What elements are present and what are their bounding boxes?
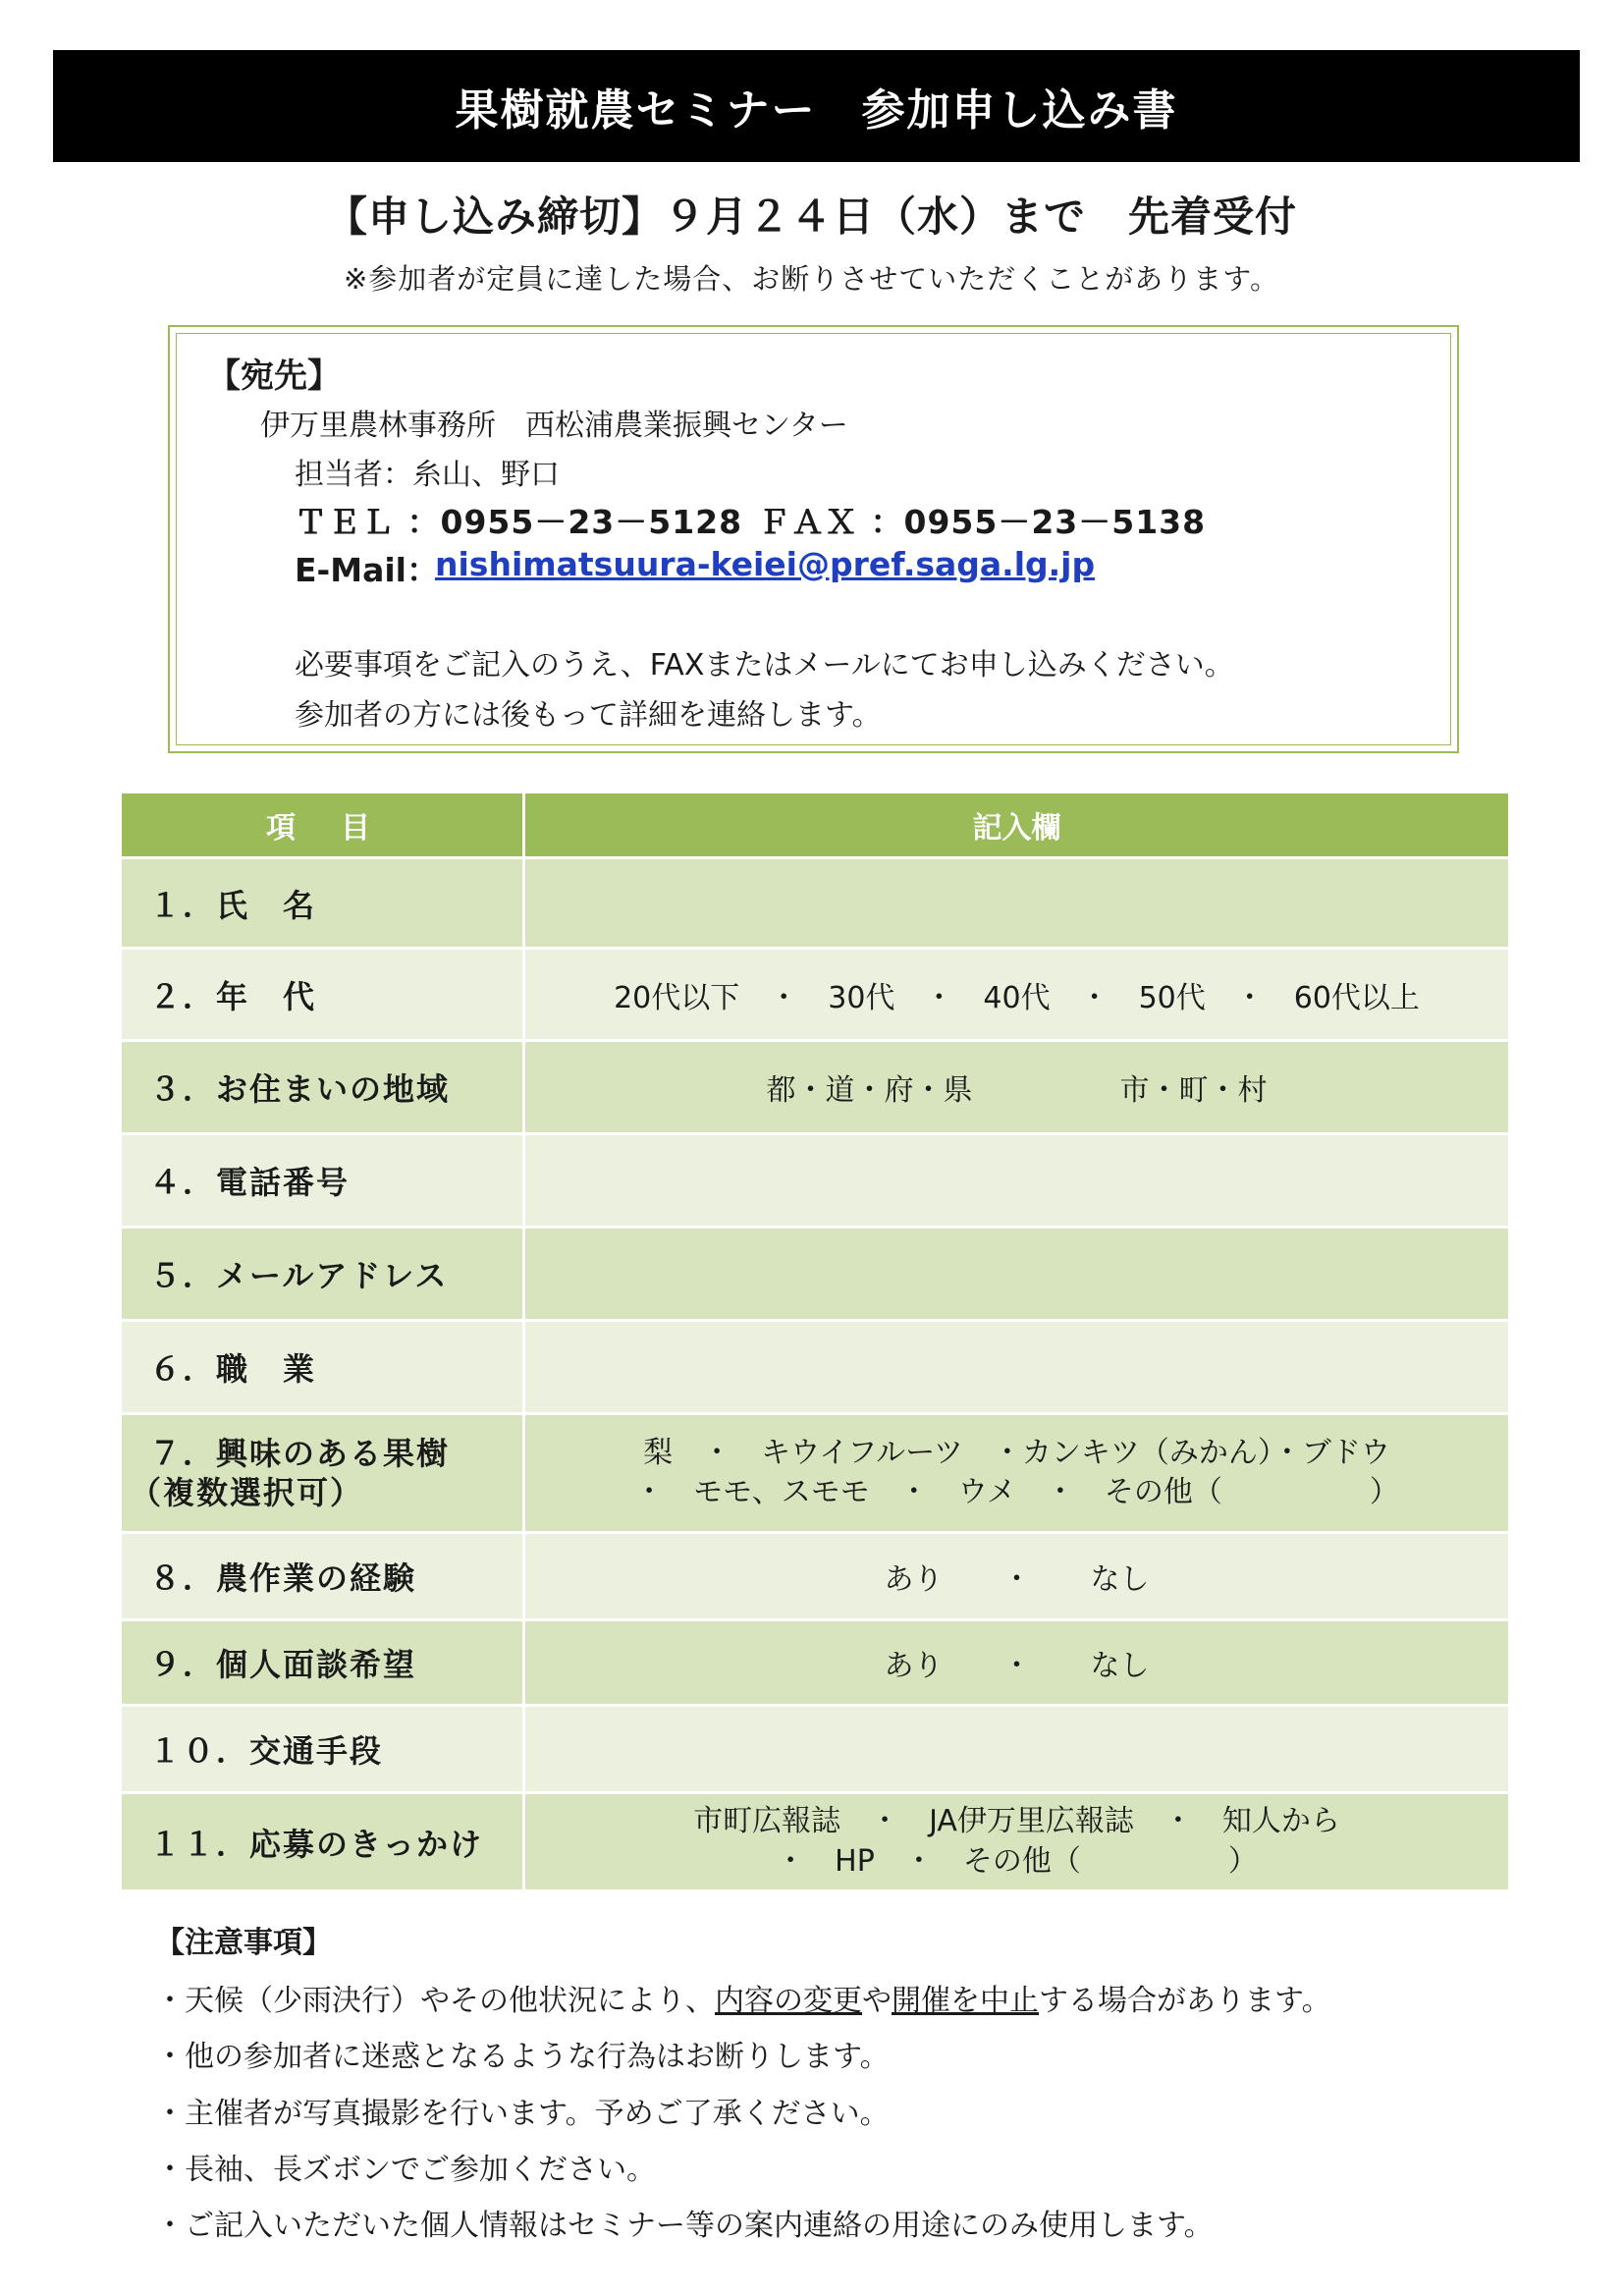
table-header-row bbox=[122, 793, 1508, 856]
address-message-1: 必要事項をご記入のうえ、FAXまたはメールにてお申し込みください。 bbox=[295, 648, 1234, 683]
note-3: ・主催者が写真撮影を行います。予めご了承ください。 bbox=[155, 2097, 890, 2131]
address-person: 担当者：糸山、野口 bbox=[295, 458, 560, 492]
table-row-occupation bbox=[122, 1319, 1508, 1412]
occupation-field[interactable] bbox=[525, 1322, 1508, 1412]
header-entry: 記入欄 bbox=[972, 811, 1061, 846]
deadline-text: 【申し込み締切】９月２４日（水）まで 先着受付 bbox=[325, 192, 1297, 241]
email-field[interactable] bbox=[525, 1229, 1508, 1319]
age-options[interactable]: 20代以下 ・ 30代 ・ 40代 ・ 50代 ・ 60代以上 bbox=[614, 980, 1420, 1015]
transport-field[interactable] bbox=[525, 1707, 1508, 1791]
address-heading: 【宛先】 bbox=[207, 356, 341, 396]
address-tel: ＴＥＬ ：0955－23－5128 bbox=[295, 503, 743, 541]
header-item: 項 目 bbox=[122, 793, 525, 856]
row-label: ９．個人面談希望 bbox=[122, 1621, 525, 1704]
source-options[interactable] bbox=[525, 1794, 1508, 1889]
region-field[interactable]: 都・道・府・県 市・町・村 bbox=[766, 1073, 1268, 1108]
note-5: ・ご記入いただいた個人情報はセミナー等の案内連絡の用途にのみ使用します。 bbox=[155, 2209, 1214, 2243]
note-4: ・長袖、長ズボンでご参加ください。 bbox=[155, 2153, 656, 2187]
page-title: 果樹就農セミナー 参加申し込み書 bbox=[53, 50, 1580, 162]
table-row-region bbox=[122, 1039, 1508, 1132]
deadline-note: ※参加者が定員に達した場合、お断りさせていただくことがあります。 bbox=[344, 262, 1279, 296]
table-row-age bbox=[122, 947, 1508, 1039]
table-row-experience bbox=[122, 1531, 1508, 1618]
address-mail-link[interactable]: nishimatsuura-keiei@pref.saga.lg.jp bbox=[435, 545, 1096, 583]
fruit-options-line1: 梨 ・ キウイフルーツ ・カンキツ（みかん）・ブドウ bbox=[643, 1435, 1390, 1470]
table-row-name bbox=[122, 856, 1508, 947]
row-label: ８．農作業の経験 bbox=[122, 1534, 525, 1618]
phone-field[interactable] bbox=[525, 1135, 1508, 1226]
row-label: ４．電話番号 bbox=[122, 1135, 525, 1226]
table-row-phone bbox=[122, 1132, 1508, 1226]
entry-form-table bbox=[122, 793, 1508, 1889]
fruit-options-line2: ・ モモ、スモモ ・ ウメ ・ その他（ ） bbox=[634, 1475, 1399, 1509]
table-row-source bbox=[122, 1791, 1508, 1889]
experience-options[interactable]: あり ・ なし bbox=[884, 1562, 1150, 1597]
row-label-line1: ７．興味のある果樹 bbox=[149, 1435, 451, 1472]
fruit-options[interactable] bbox=[525, 1415, 1508, 1531]
row-label: ５．メールアドレス bbox=[122, 1229, 525, 1319]
address-fax: ＦＡＸ ：0955－23－5138 bbox=[758, 503, 1207, 541]
row-label-line2: （複数選択可） bbox=[130, 1474, 364, 1511]
table-row-interview bbox=[122, 1618, 1508, 1704]
interview-options[interactable]: あり ・ なし bbox=[884, 1649, 1150, 1683]
row-label: １．氏 名 bbox=[122, 859, 525, 947]
address-mail-label: E-Mail： bbox=[295, 551, 439, 589]
note-1: ・天候（少雨決行）やその他状況により、内容の変更や開催を中止する場合があります。 bbox=[155, 1984, 1331, 2018]
address-message-2: 参加者の方には後もって詳細を連絡します。 bbox=[295, 698, 882, 733]
note-2: ・他の参加者に迷惑となるような行為はお断りします。 bbox=[155, 2040, 890, 2074]
table-row-email bbox=[122, 1226, 1508, 1319]
table-row-transport bbox=[122, 1704, 1508, 1791]
notes-heading: 【注意事項】 bbox=[155, 1926, 332, 1960]
row-label: ３．お住まいの地域 bbox=[122, 1042, 525, 1132]
row-label: ２．年 代 bbox=[122, 950, 525, 1039]
source-options-line1: 市町広報誌 ・ JA伊万里広報誌 ・ 知人から bbox=[693, 1804, 1340, 1838]
row-label bbox=[122, 1415, 525, 1531]
address-office: 伊万里農林事務所 西松浦農業振興センター bbox=[260, 409, 848, 443]
source-options-line2: ・ HP ・ その他（ ） bbox=[776, 1843, 1258, 1879]
row-label: ６．職 業 bbox=[122, 1322, 525, 1412]
table-row-fruit bbox=[122, 1412, 1508, 1531]
row-label: １０．交通手段 bbox=[122, 1707, 525, 1791]
name-field[interactable] bbox=[525, 859, 1508, 947]
row-label: １１．応募のきっかけ bbox=[122, 1794, 525, 1889]
